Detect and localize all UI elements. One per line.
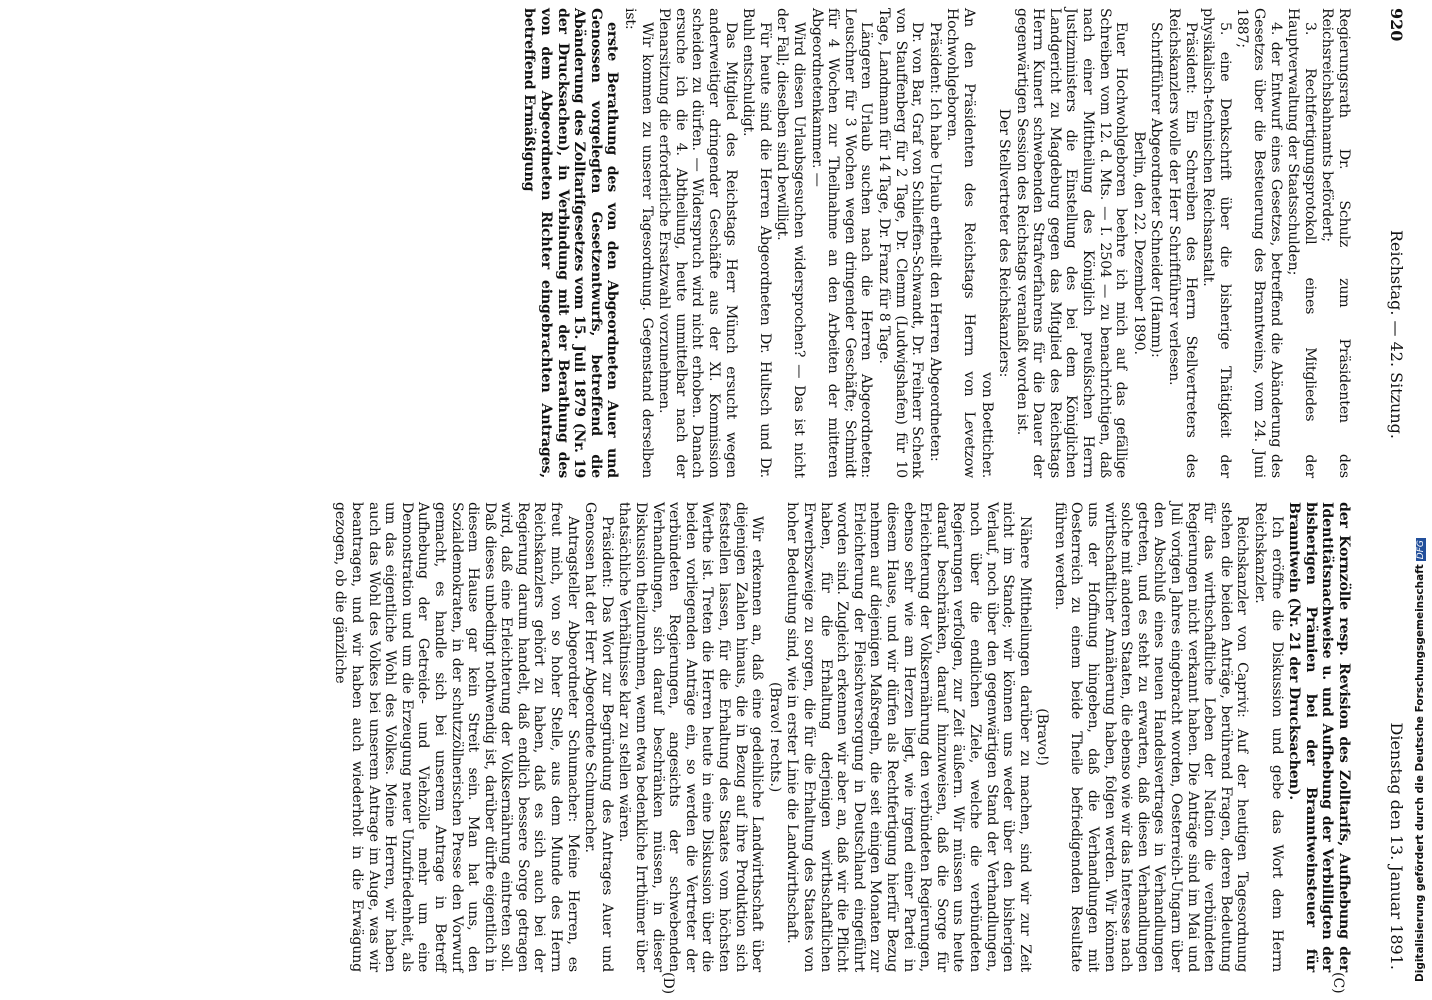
paragraph: Längeren Urlaub suchen nach die Herren Abgeordneten: Leuschner für 3 Wochen wegen dringender Geschäfte; Schmidt für 4 Wochen zur Theilnahme an den Arbeiten der mitteren Abgeordnetenkammer. —: [808, 8, 875, 478]
margin-marker-d: (D): [660, 972, 676, 995]
paragraph: Das Mitglied des Reichstags Herr Münch ersucht wegen anderweitiger dringender Geschäfte aus der XI. Kommission scheiden zu dürfen. — Widerspruch wird nicht erhoben. Danach ersuche ich die 4. Abtheilung, heute unmittelbar nach der Plenarsitzung die erforderliche Ersatzwahl vorzunehmen.: [656, 8, 739, 478]
paragraph: Präsident: Ich habe Urlaub ertheilt den Herren Abgeordneten:: [926, 22, 943, 462]
paragraph: Regierungsrath Dr. Schulz zum Präsidenten des Reichsreichsbahnamts befördert;: [1319, 8, 1352, 478]
paragraph: Reichskanzler von Caprivi: Auf der heutigen Tagesordnung stehen die beiden Anträge, berührend Fragen, deren Bedeutung für das wirthschaftliche Leben der Nation die verbündeten Regierungen nicht verkannt haben. Die Anträge sind im Mai und Juli vorigen Jahres eingebracht worden, Oesterreich-Ungarn über den Abschluß eines neuen Handelsvertrages in Verhandlungen getreten, und es steht zu erwarten, daß diesen Verhandlungen solche mit anderen Staaten, die ebenso wie wir das Interesse nach wirthschaftlicher Annäherung haben, folgen werden. Wir können uns der Hoffnung hingeben, daß die Verhandlungen mit Oesterreich zu einem beide Theile befriedigenden Resultate führen werden.: [1051, 502, 1251, 972]
page-number: 920: [1387, 8, 1406, 42]
right-text-column: [331, 502, 1352, 972]
paragraph: Nähere Mittheilungen darüber zu machen, sind wir zur Zeit nicht im Stande; wir können uns weder über den bisherigen Verlauf, noch über den gegenwärtigen Stand der Verhandlungen, noch über die endlichen Ziele, welche die verbündeten Regierungen verfolgen, zur Zeit äußern. Wir müssen uns heute darauf beschränken, darauf hinzuweisen, daß die Sorge für Erleichterung der Volksernährung den verbündeten Regierungen, ebenso sehr wie am Herzen liegt, wie irgend einer Partei in diesem Hause, und wir dürfen als Rechtfertigung hierfür Bezug nehmen auf diejenigen Maßregeln, die seit einigen Monaten zur Erleichterung der Fleischversorgung in Deutschland eingeführt worden sind. Zugleich erkennen wir aber an, daß wir die Pflicht haben, für die Erhaltung derjenigen wirthschaftlichen Erwerbszweige zu sorgen, die für die Erhaltung des Staates von hoher Bedeutung sind, wie in erster Linie die Landwirthschaft.: [784, 502, 1033, 972]
paragraph: Der Stellvertreter des Reichskanzlers:: [996, 108, 1013, 378]
left-text-column: [520, 8, 1352, 478]
digitization-footer: Digitalisierung gefördert durch die Deutsche ForschungsgemeinschaftDFG: [1414, 540, 1426, 982]
paragraph: Dr. von Bar, Graf von Schlieffen-Schwandt, Dr. Freiherr Schenk von Stauffenberg für 2 Tage, Dr. Clemm (Ludwigshafen) für 10 Tage, Landmann für 14 Tage, Dr. Franz für 8 Tage.: [875, 8, 926, 478]
paragraph: 5. eine Denkschrift über die bisherige Thätigkeit der physikalisch-technischen Reichsanstalt.: [1200, 8, 1233, 478]
dfg-logo-icon: DFG: [1416, 540, 1426, 560]
paragraph: Präsident: Ein Schreiben des Herrn Stellvertreters des Reichskanzlers wolle der Herr Schriftführer verlesen.: [1166, 8, 1199, 478]
paragraph: Wird diesen Urlaubsgesuchen widersprochen? — Das ist nicht der Fall; dieselben sind bewilligt.: [774, 8, 807, 478]
running-header: [1378, 0, 1406, 980]
paragraph: 4. der Entwurf eines Gesetzes, betreffend die Abänderung des Gesetzes über die Besteuerung des Branntweins, vom 24. Juni 1887;: [1234, 8, 1284, 478]
margin-marker-c: (C): [1330, 972, 1346, 994]
paragraph: (Bravo! rechts.): [766, 681, 783, 793]
paragraph: Für heute sind die Herren Abgeordneten Dr. Hultsch und Dr. Buhl entschuldigt.: [740, 8, 773, 478]
paragraph: Wir erkennen an, daß eine gedeihliche Landwirthschaft über diejenigen Zahlen hinaus, die in Bezug auf ihre Produktion sich feststellen lassen, für die Erhaltung des Staates vom höchsten Werthe ist. Treten die Herren heute in eine Diskussion über die beiden vorliegenden Anträge ein, so werden die Vertreter der verbündeten Regierungen, angesichts der schwebenden Verhandlungen, sich darauf beschränken müssen, in dieser Diskussion theilzunehmen, wenn etwa bedenkliche Irrthümer über thatsächliche Verhältnisse klar zu stellen wären.: [616, 502, 766, 972]
paragraph: Schriftführer Abgeordneter Schneider (Hamm):: [1148, 22, 1165, 358]
paragraph: Ich eröffne die Diskussion und gebe das Wort dem Herrn Reichskanzler.: [1252, 502, 1285, 972]
header-title: Reichstag. — 42. Sitzung.: [1387, 230, 1406, 439]
rotated-page-content: [36, 0, 1416, 995]
paragraph: Präsident: Das Wort zur Begründung des Antrages Auer und Genossen hat der Herr Abgeordnete Schumacher.: [582, 502, 615, 972]
paragraph: 3. Rechtfertigungsprotokoll eines Mitgliedes der Hauptverwaltung der Staatsschulden;: [1285, 8, 1318, 478]
paragraph: (Bravo!): [1034, 708, 1051, 766]
paragraph: Euer Hochwohlgeboren beehre ich mich auf das gefällige Schreiben vom 12. d. Mts. — I. 2504 — zu benachrichtigen, daß nach einer Mittheilung des Königlich preußischen Herrn Justizministers die Einstellung des bei dem Königlichen Landgericht zu Magdeburg gegen das Mitglied des Reichstags Herrn Kunert schwebenden Strafverfahrens für die Dauer der gegenwärtigen Session des Reichstags veranlaßt worden ist.: [1013, 8, 1130, 478]
paragraph: erste Berathung des von den Abgeordneten Auer und Genossen vorgelegten Gesetzentwurfs, betreffend die Abänderung des Zolltarifgesetzes vom 15. Juli 1879 (Nr. 19 der Drucksachen), in Verbindung mit der Berathung des von dem Abgeordneten Richter eingebrachten Antrages, betreffend Ermäßigung: [521, 8, 621, 478]
paragraph: An den Präsidenten des Reichstags Herrn von Levetzow Hochwohlgeboren.: [944, 8, 977, 478]
paragraph: Antragsteller Abgeordneter Schumacher: Meine Herren, es freut mich, von so hoher Stelle, aus dem Munde des Herrn Reichskanzlers gehört zu haben, daß es sich auch bei der Regierung darum handelt, daß endlich bessere Sorge getragen wird, daß eine Erleichterung der Volksernährung eintreten soll. Daß dieses unbedingt nothwendig ist, darüber dürfte eigentlich in diesem Hause gar kein Streit sein. Man hat uns, den Sozialdemokraten, in der schutzzöllnerischen Presse den Vorwurf gemacht, es handle sich bei unserem Antrage in Betreff Aufhebung der Getreide- und Viehzölle mehr um eine Demonstration und um die Erzeugung neuer Unzufriedenheit, als um das eigentliche Wohl des Volkes. Meine Herren, wir haben auch das Wohl des Volkes bei unserem Antrage im Auge, was wir beantragen, und wir haben auch wiederholt in die Erwägung gezogen, ob die gänzliche: [332, 502, 581, 972]
paragraph: Berlin, den 22. Dezember 1890.: [1130, 131, 1147, 355]
paragraph: der Kornzölle resp. Revision des Zolltarifs, Aufhebung der Identitätsnachweise u. und Aufhebung der Verbilligten der bisherigen Prämien bei der Branntweinsteuer für Branntwein (Nr. 21 der Drucksachen).: [1286, 502, 1352, 972]
paragraph: von Boetticher.: [978, 372, 995, 478]
header-date: Dienstag den 13. Januar 1891.: [1387, 722, 1406, 970]
paragraph: Wir kommen zu unserer Tagesordnung. Gegenstand derselben ist:: [622, 8, 655, 478]
